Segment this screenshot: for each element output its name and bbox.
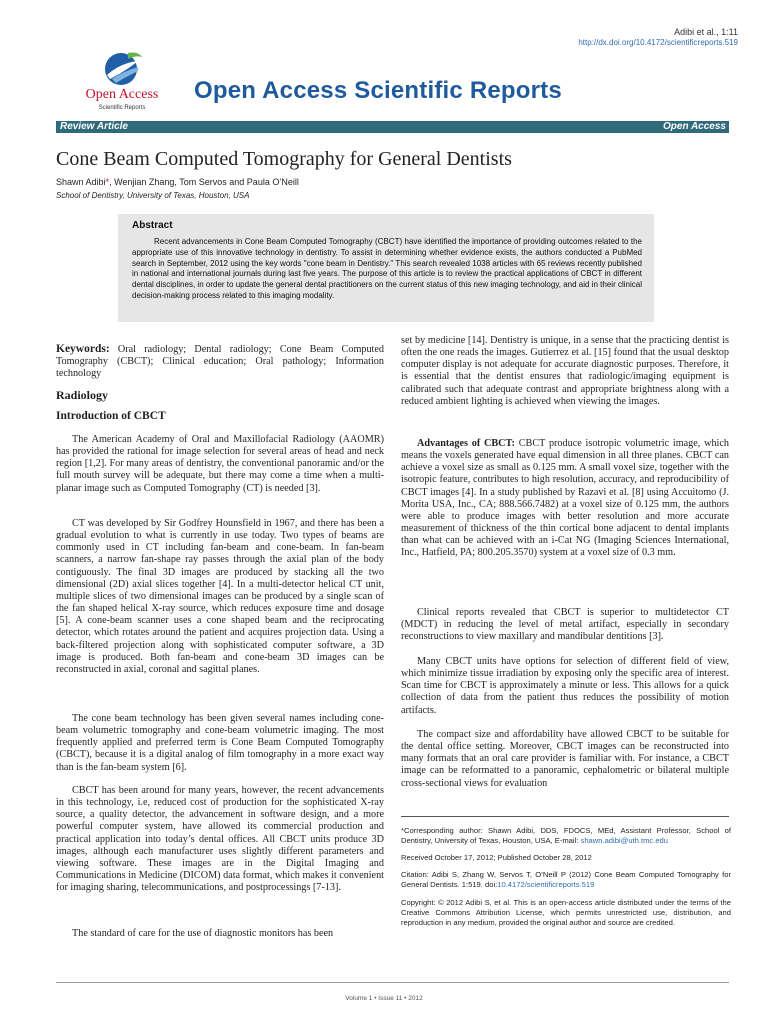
paragraph-2-text: CT was developed by Sir Godfrey Hounsfield in 1967, and there has been a gradual evolution to what is currently in use today. Two types of beams are commonly used in CT including fan-beam and cone-beam. In fan-beam scanners, a narrow fan-shape ray passes through the axial plan of the body contiguously. The final 3D images are produced by stacking all the two dimensional (2D) axial slices together [4]. In a multi-detector helical CT unit, multiple slices of two dimensional images can be produced by a single scan of the fan shaped helical X-ray source, which reduces exposure time and dosage [5]. A cone-beam scanner uses a cone shaped beam and the reciprocating detector, which rotates around the patient and acquires projection data. Using a back-filtered projection along with sophisticated computer software, a 3D image is produced. Both fan-beam and cone-beam 3D images can be reconstructed in axial, coronal and sagittal planes. bbox=[56, 518, 384, 675]
author-rest: , Wenjian Zhang, Tom Servos and Paula O’Neill bbox=[109, 177, 299, 187]
advantages-label: Advantages of CBCT: bbox=[417, 438, 515, 449]
logo-globe-icon bbox=[98, 49, 144, 87]
paragraph-9-text: Many CBCT units have options for selection of different field of view, which minimize tissue irradiation by exposing only the specific area of interest. Scan time for CBCT is approximately a minute or less. This allows for a quick collection of data from the patient thus reduces the possibility of motion artifacts. bbox=[401, 656, 729, 716]
journal-logo bbox=[70, 49, 174, 119]
journal-title: Open Access Scientific Reports bbox=[194, 77, 562, 104]
corresponding-text: *Corresponding author: Shawn Adibi, DDS, FDOCS, MEd, Assistant Professor, School of Dentistry, University of Texas, Houston, USA, E-mail: bbox=[401, 826, 731, 845]
citation-tag: Adibi et al., 1:11 bbox=[674, 27, 738, 37]
heading-intro-cbct: Introduction of CBCT bbox=[56, 410, 166, 422]
copyright-note: Copyright: © 2012 Adibi S, et al. This is an open-access article distributed under the terms of the Creative Commons Attribution License, which permits unrestricted use, distribution, and reproduction in any medium, provided the original author and source are credited. bbox=[401, 898, 731, 927]
paragraph-advantages bbox=[401, 438, 729, 560]
abstract-text: Recent advancements in Cone Beam Computed Tomography (CBCT) have identified the importance of providing outcomes related to the appropriate use of this innovative technology in dentistry. To assist in determining whether evidence exists, the authors conducted a PubMed search in September, 2012 using the key words "cone beam in Dentistry." This search revealed 1038 articles with 65 reviews recently published in national and international journals during last five years. The purpose of this article is to review the practical applications of CBCT in different dental disciplines, in order to update the general dental practitioners on the current status of this new imaging technology, and aid in their clinical decision-making process related to this imaging modality. bbox=[132, 237, 642, 300]
article-title: Cone Beam Computed Tomography for General Dentists bbox=[56, 148, 512, 170]
paragraph-6 bbox=[401, 335, 729, 408]
corresponding-author-note bbox=[401, 826, 731, 846]
open-access-label: Open Access bbox=[663, 121, 726, 132]
citation-note bbox=[401, 870, 731, 890]
author-email-link[interactable]: shawn.adibi@uth.tmc.edu bbox=[580, 836, 669, 845]
received-note: Received October 17, 2012; Published October 28, 2012 bbox=[401, 853, 592, 862]
paragraph-9 bbox=[401, 656, 729, 717]
logo-text: Open Access bbox=[85, 87, 159, 102]
paragraph-4-text: CBCT has been around for many years, however, the recent advancements in this technology, i.e, reduced cost of production for the sophisticated X-ray source, a quality detector, the advancement in software design, and a more powerful computer system, have allowed its commercial production and practical application into today’s dental offices. All CBCT units produce 3D images, although each manufacturer uses slightly different parameters and viewing software. These images are in the Digital Imaging and Communications in Medicine (DICOM) data format, which makes it convenient for imaging sharing, telecommunications, and postprocessings [7-13]. bbox=[56, 785, 384, 894]
paragraph-5 bbox=[56, 928, 384, 940]
page-footer: Volume 1 • Issue 11 • 2012 bbox=[345, 995, 423, 1002]
paragraph-3 bbox=[56, 713, 384, 774]
paragraph-2 bbox=[56, 518, 384, 676]
paragraph-10-text: The compact size and affordability have allowed CBCT to be suitable for the dental office setting. Moreover, CBCT images can be reconstructed into many formats that an oral care provider is familiar with. For instance, a CBCT image can be reformatted to a panoramic, cephalometric or bilateral multiple cross-sectional views for evaluation bbox=[401, 729, 729, 789]
paragraph-6-text: set by medicine [14]. Dentistry is unique, in a sense that the practicing dentist is often the one reads the images. Gutierrez et al. [15] found that the usual desktop computer display is not adequate for accurate diagnostic purposes. Therefore, it is essential that the dentist ensures that radiologic/imaging equipment is calibrated such that adequate contrast and appropriate brightness along with a reduced ambient lighting is achieved when viewing the images. bbox=[401, 335, 729, 407]
paragraph-8-text: Clinical reports revealed that CBCT is superior to multidetector CT (MDCT) in reducing the level of metal artifact, especially in secondary reconstructions to view maxillary and mandibular dentitions [3]. bbox=[401, 607, 729, 643]
section-bar bbox=[56, 121, 729, 133]
keywords-label: Keywords: bbox=[56, 343, 110, 355]
paragraph-1 bbox=[56, 434, 384, 495]
doi-link[interactable]: http://dx.doi.org/10.4172/scientificreports.519 bbox=[578, 38, 738, 47]
paragraph-8 bbox=[401, 607, 729, 643]
footnote-divider bbox=[401, 816, 729, 817]
citation-doi-link[interactable]: 10.4172/scientificreports.519 bbox=[497, 880, 595, 889]
paragraph-3-text: The cone beam technology has been given several names including cone-beam volumetric tomography and cone-beam volumetric imaging. The most frequently applied and preferred term is Cone Beam Computed Tomography (CBCT), because it is a digital analog of film tomography in a more exact way than is the fan-beam system [6]. bbox=[56, 713, 384, 773]
keywords-text: Oral radiology; Dental radiology; Cone Beam Computed Tomography (CBCT); Clinical education; Oral pathology; Information technology bbox=[56, 344, 385, 380]
paragraph-10 bbox=[401, 729, 729, 790]
author-first: Shawn Adibi bbox=[56, 177, 106, 187]
footer-divider bbox=[56, 982, 729, 983]
paragraph-4 bbox=[56, 785, 384, 894]
logo-subtitle: Scientific Reports bbox=[98, 105, 146, 111]
keywords bbox=[56, 343, 384, 380]
section-label: Review Article bbox=[60, 121, 128, 132]
authors bbox=[56, 177, 299, 187]
affiliation: School of Dentistry, University of Texas, Houston, USA bbox=[56, 191, 250, 200]
heading-radiology: Radiology bbox=[56, 388, 109, 402]
abstract-heading: Abstract bbox=[132, 220, 173, 231]
paragraph-5-text: The standard of care for the use of diagnostic monitors has been bbox=[72, 928, 334, 939]
corresponding-mark: * bbox=[105, 177, 110, 187]
citation-text: Citation: Adibi S, Zhang W, Servos T, O’Neill P (2012) Cone Beam Computed Tomography for General Dentists. 1:519. doi: bbox=[401, 870, 731, 889]
paragraph-1-text: The American Academy of Oral and Maxillofacial Radiology (AAOMR) has provided the rational for image selection for several areas of head and neck region [1,2]. For many areas of dentistry, the conventional panoramic and/or the full mouth survey will be adequate, but there may come a time when a multi-planar image such as Computed Tomography (CT) is needed [3]. bbox=[56, 434, 384, 494]
advantages-text: CBCT produce isotropic volumetric image, which means the voxels generated have equal dimension in all three planes. CBCT can achieve a voxel size as small as 0.125 mm. A small voxel size, together with the isotropic feature, contributes to high resolution, accuracy, and reproducibility of CBCT images [4]. In a study published by Razavi et al. [8] using Accuitomo (J. Morita USA, Inc., CA; 888.566.7482) at a voxel size of 0.125 mm, the authors were able to produce images with better resolution and more accurate measurement of thickness of the thin cortical bone adjacent to dental implants than what can be achieved with an i-Cat NG (Imaging Sciences International, Inc., Hatfield, PA; 800.205.3570) system at a voxel size of 0.3 mm. bbox=[401, 438, 730, 559]
